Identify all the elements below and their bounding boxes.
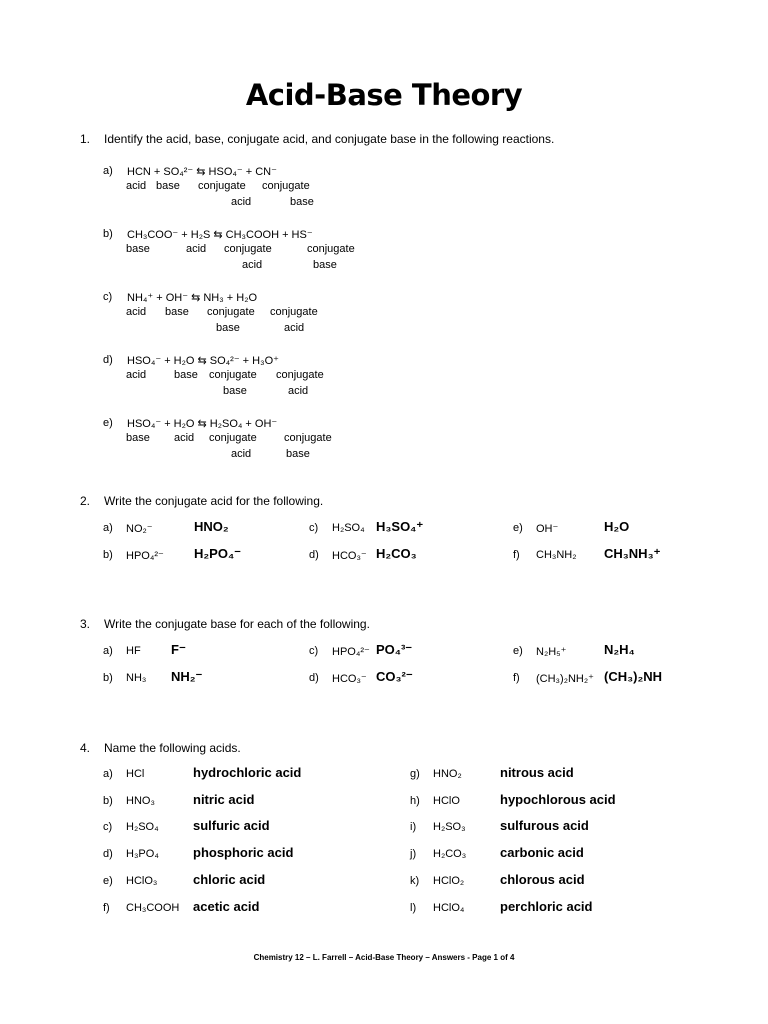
item-answer: chloric acid <box>193 872 266 887</box>
label-4: conjugate <box>284 432 332 444</box>
item-letter: b) <box>103 549 113 561</box>
item-formula: HNO₂ <box>433 768 462 780</box>
reaction-c <box>103 291 503 334</box>
reaction-a <box>103 165 503 208</box>
item-letter: a) <box>103 645 113 657</box>
label-4: conjugate <box>276 369 324 381</box>
item-formula: HClO <box>433 795 460 807</box>
reaction-letter: b) <box>103 228 113 240</box>
item-answer: H₂O <box>604 519 630 534</box>
item-formula: HClO₂ <box>433 875 465 887</box>
label-1: base <box>126 432 150 444</box>
item-answer: carbonic acid <box>500 845 584 860</box>
label-2: base <box>156 180 180 192</box>
label-3: conjugate <box>207 306 255 318</box>
item-formula: H₂CO₃ <box>433 848 467 860</box>
item-letter: b) <box>103 672 113 684</box>
label-5: acid <box>231 196 252 208</box>
item-letter: c) <box>309 645 319 657</box>
reaction-equation: NH₄⁺ + OH⁻ ⇆ NH₃ + H₂O <box>127 292 258 304</box>
label-6: base <box>290 196 314 208</box>
item-answer: sulfuric acid <box>193 818 270 833</box>
item-letter: d) <box>103 848 113 860</box>
item-formula: NO₂⁻ <box>126 523 153 535</box>
item-formula: NH₃ <box>126 672 147 684</box>
label-3: conjugate <box>209 369 257 381</box>
reaction-equation: HSO₄⁻ + H₂O ⇆ H₂SO₄ + OH⁻ <box>127 418 278 430</box>
label-3: conjugate <box>224 243 272 255</box>
item-letter: k) <box>410 875 420 887</box>
label-5: acid <box>231 448 252 460</box>
question-number: 2. <box>80 494 91 508</box>
item-formula: HNO₃ <box>126 795 155 807</box>
label-3: conjugate <box>198 180 246 192</box>
item-answer: chlorous acid <box>500 872 585 887</box>
item-formula: CH₃NH₂ <box>536 549 577 561</box>
label-5: base <box>223 385 247 397</box>
page-title: Acid-Base Theory <box>245 78 523 112</box>
item-letter: c) <box>309 522 319 534</box>
question-number: 3. <box>80 617 91 631</box>
label-1: acid <box>126 306 147 318</box>
label-2: acid <box>174 432 195 444</box>
item-formula: HCO₃⁻ <box>332 550 367 562</box>
item-letter: b) <box>103 795 113 807</box>
item-answer: hypochlorous acid <box>500 792 616 807</box>
label-6: acid <box>288 385 309 397</box>
item-letter: h) <box>410 795 420 807</box>
question-text: Identify the acid, base, conjugate acid, and conjugate base in the following reactions. <box>104 132 555 146</box>
item-letter: f) <box>103 902 110 914</box>
item-formula: HCl <box>126 768 145 780</box>
reaction-e <box>103 417 503 460</box>
item-answer: F⁻ <box>171 642 186 657</box>
reaction-letter: d) <box>103 354 113 366</box>
label-4: conjugate <box>270 306 318 318</box>
reaction-b <box>103 228 503 271</box>
item-answer: nitrous acid <box>500 765 574 780</box>
item-letter: e) <box>513 645 523 657</box>
item-answer: PO₄³⁻ <box>376 642 413 657</box>
question-text: Write the conjugate base for each of the following. <box>104 617 370 631</box>
item-answer: CO₃²⁻ <box>376 669 413 684</box>
item-answer: acetic acid <box>193 899 260 914</box>
item-answer: phosphoric acid <box>193 845 294 860</box>
item-answer: H₃SO₄⁺ <box>376 519 424 534</box>
item-formula: HPO₄²⁻ <box>126 550 164 562</box>
reaction-letter: c) <box>103 291 113 303</box>
item-formula: CH₃COOH <box>126 902 180 914</box>
item-answer: H₂PO₄⁻ <box>194 546 242 561</box>
item-letter: i) <box>410 821 417 833</box>
item-formula: HF <box>126 645 141 657</box>
item-answer: perchloric acid <box>500 899 593 914</box>
reaction-letter: e) <box>103 417 113 429</box>
item-answer: N₂H₄ <box>604 642 635 657</box>
label-1: acid <box>126 369 147 381</box>
item-answer: sulfurous acid <box>500 818 589 833</box>
question-text: Write the conjugate acid for the following. <box>104 494 324 508</box>
question-number: 4. <box>80 741 91 755</box>
item-formula: H₃PO₄ <box>126 848 159 860</box>
item-formula: H₂SO₃ <box>433 821 466 833</box>
item-answer: hydrochloric acid <box>193 765 302 780</box>
reaction-letter: a) <box>103 165 113 177</box>
item-letter: l) <box>410 902 417 914</box>
item-letter: f) <box>513 549 520 561</box>
label-4: conjugate <box>307 243 355 255</box>
reaction-equation: HSO₄⁻ + H₂O ⇆ SO₄²⁻ + H₃O⁺ <box>127 355 279 367</box>
label-6: base <box>286 448 310 460</box>
item-formula: H₂SO₄ <box>126 821 159 833</box>
item-formula: (CH₃)₂NH₂⁺ <box>536 673 594 685</box>
question-number: 1. <box>80 132 91 146</box>
label-2: base <box>174 369 198 381</box>
item-answer: CH₃NH₃⁺ <box>604 546 661 561</box>
label-1: base <box>126 243 150 255</box>
label-5: base <box>216 322 240 334</box>
label-6: acid <box>284 322 305 334</box>
item-letter: a) <box>103 768 113 780</box>
item-letter: e) <box>103 875 113 887</box>
item-letter: e) <box>513 522 523 534</box>
question-text: Name the following acids. <box>104 741 241 755</box>
label-5: acid <box>242 259 263 271</box>
label-6: base <box>313 259 337 271</box>
item-formula: H₂SO₄ <box>332 522 365 534</box>
reaction-equation: CH₃COO⁻ + H₂S ⇆ CH₃COOH + HS⁻ <box>127 229 313 241</box>
item-answer: HNO₂ <box>194 519 229 534</box>
item-formula: N₂H₅⁺ <box>536 646 567 658</box>
item-formula: HPO₄²⁻ <box>332 646 370 658</box>
item-letter: f) <box>513 672 520 684</box>
label-4: conjugate <box>262 180 310 192</box>
reaction-equation: HCN + SO₄²⁻ ⇆ HSO₄⁻ + CN⁻ <box>127 166 277 178</box>
item-formula: OH⁻ <box>536 523 559 535</box>
item-formula: HClO₄ <box>433 902 465 914</box>
reaction-d <box>103 354 503 397</box>
item-letter: j) <box>410 848 417 860</box>
item-letter: a) <box>103 522 113 534</box>
label-3: conjugate <box>209 432 257 444</box>
label-2: acid <box>186 243 207 255</box>
item-formula: HCO₃⁻ <box>332 673 367 685</box>
item-letter: g) <box>410 768 420 780</box>
item-formula: HClO₃ <box>126 875 158 887</box>
page-footer: Chemistry 12 – L. Farrell – Acid-Base Theory – Answers - Page 1 of 4 <box>253 953 515 962</box>
item-answer: H₂CO₃ <box>376 546 417 561</box>
item-letter: c) <box>103 821 113 833</box>
item-answer: nitric acid <box>193 792 255 807</box>
item-letter: d) <box>309 549 319 561</box>
label-2: base <box>165 306 189 318</box>
item-letter: d) <box>309 672 319 684</box>
item-answer: (CH₃)₂NH <box>604 669 662 684</box>
item-answer: NH₂⁻ <box>171 669 203 684</box>
label-1: acid <box>126 180 147 192</box>
